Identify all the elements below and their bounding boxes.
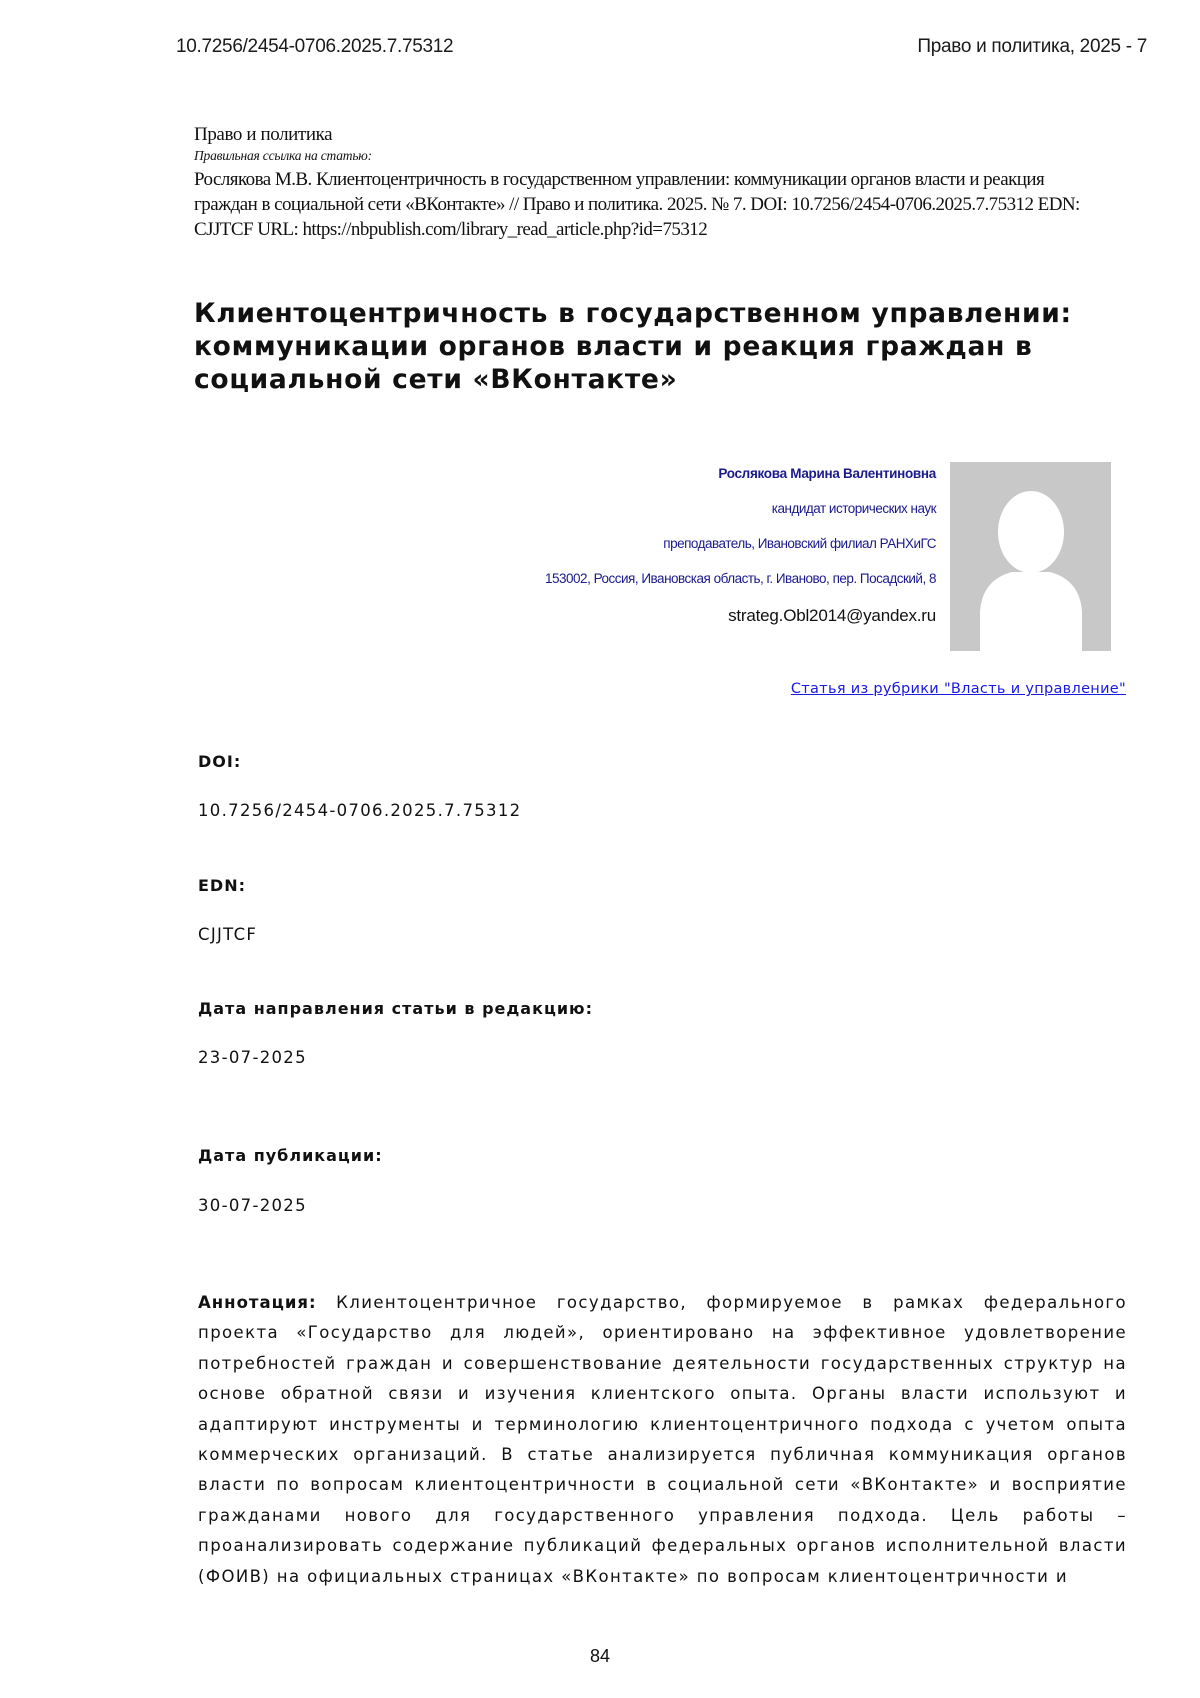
published-label: Дата публикации: (198, 1146, 383, 1165)
author-email: strateg.Obl2014@yandex.ru (545, 606, 936, 626)
doi-label: DOI: (198, 752, 241, 771)
abstract-label: Аннотация: (198, 1293, 317, 1312)
rubric-link[interactable]: Статья из рубрики "Власть и управление" (791, 681, 1126, 697)
header-doi: 10.7256/2454-0706.2025.7.75312 (176, 36, 453, 58)
abstract-text: Клиентоцентричное государство, формируемое в рамках федерального проекта «Государство для людей», ориентировано на эффективное удовлетворение потребностей граждан и совершенствование деятельности государственных структур на основе обратной связи и изучения клиентского опыта. Органы власти используют и адаптируют инструменты и терминологию клиентоцентричного подхода с учетом опыта коммерческих организаций. В статье анализируется публичная коммуникация органов власти по вопросам клиентоцентричности в социальной сети «ВКонтакте» и восприятие гражданами нового для государственного управления подхода. Цель работы – проанализировать содержание публикаций федеральных органов исполнительной власти (ФОИВ) на официальных страницах «ВКонтакте» по вопросам клиентоцентричности и (198, 1293, 1127, 1586)
avatar-placeholder-icon (950, 462, 1111, 651)
citation-journal: Право и политика (194, 124, 332, 146)
article-title: Клиентоцентричность в государственном управлении: коммуникации органов власти и реакция граждан в социальной сети «ВКонтакте» (194, 297, 1094, 396)
citation-label: Правильная ссылка на статью: (194, 148, 372, 164)
author-degree: кандидат исторических наук (545, 501, 936, 516)
author-photo (950, 462, 1111, 651)
author-position: преподаватель, Ивановский филиал РАНХиГС (545, 536, 936, 551)
edn-label: EDN: (198, 876, 246, 895)
author-block (545, 466, 936, 626)
published-value: 30-07-2025 (198, 1196, 307, 1215)
doi-value: 10.7256/2454-0706.2025.7.75312 (198, 801, 521, 820)
author-address: 153002, Россия, Ивановская область, г. Иваново, пер. Посадский, 8 (545, 571, 936, 586)
edn-value: CJJTCF (198, 925, 257, 944)
page-number: 84 (0, 1646, 1200, 1667)
abstract (198, 1288, 1127, 1592)
submitted-label: Дата направления статьи в редакцию: (198, 999, 593, 1018)
citation-text: Рослякова М.В. Клиентоцентричность в государственном управлении: коммуникации органов власти и реакция граждан в социальной сети «ВКонтакте» // Право и политика. 2025. № 7. DOI: 10.7256/2454-0706.2025.7.75312 EDN: CJJTCF URL: https://nbpublish.com/library_read_article.php?id=75312 (194, 167, 1094, 242)
header-journal-issue: Право и политика, 2025 - 7 (917, 36, 1147, 58)
submitted-value: 23-07-2025 (198, 1048, 307, 1067)
author-name: Рослякова Марина Валентиновна (545, 466, 936, 481)
